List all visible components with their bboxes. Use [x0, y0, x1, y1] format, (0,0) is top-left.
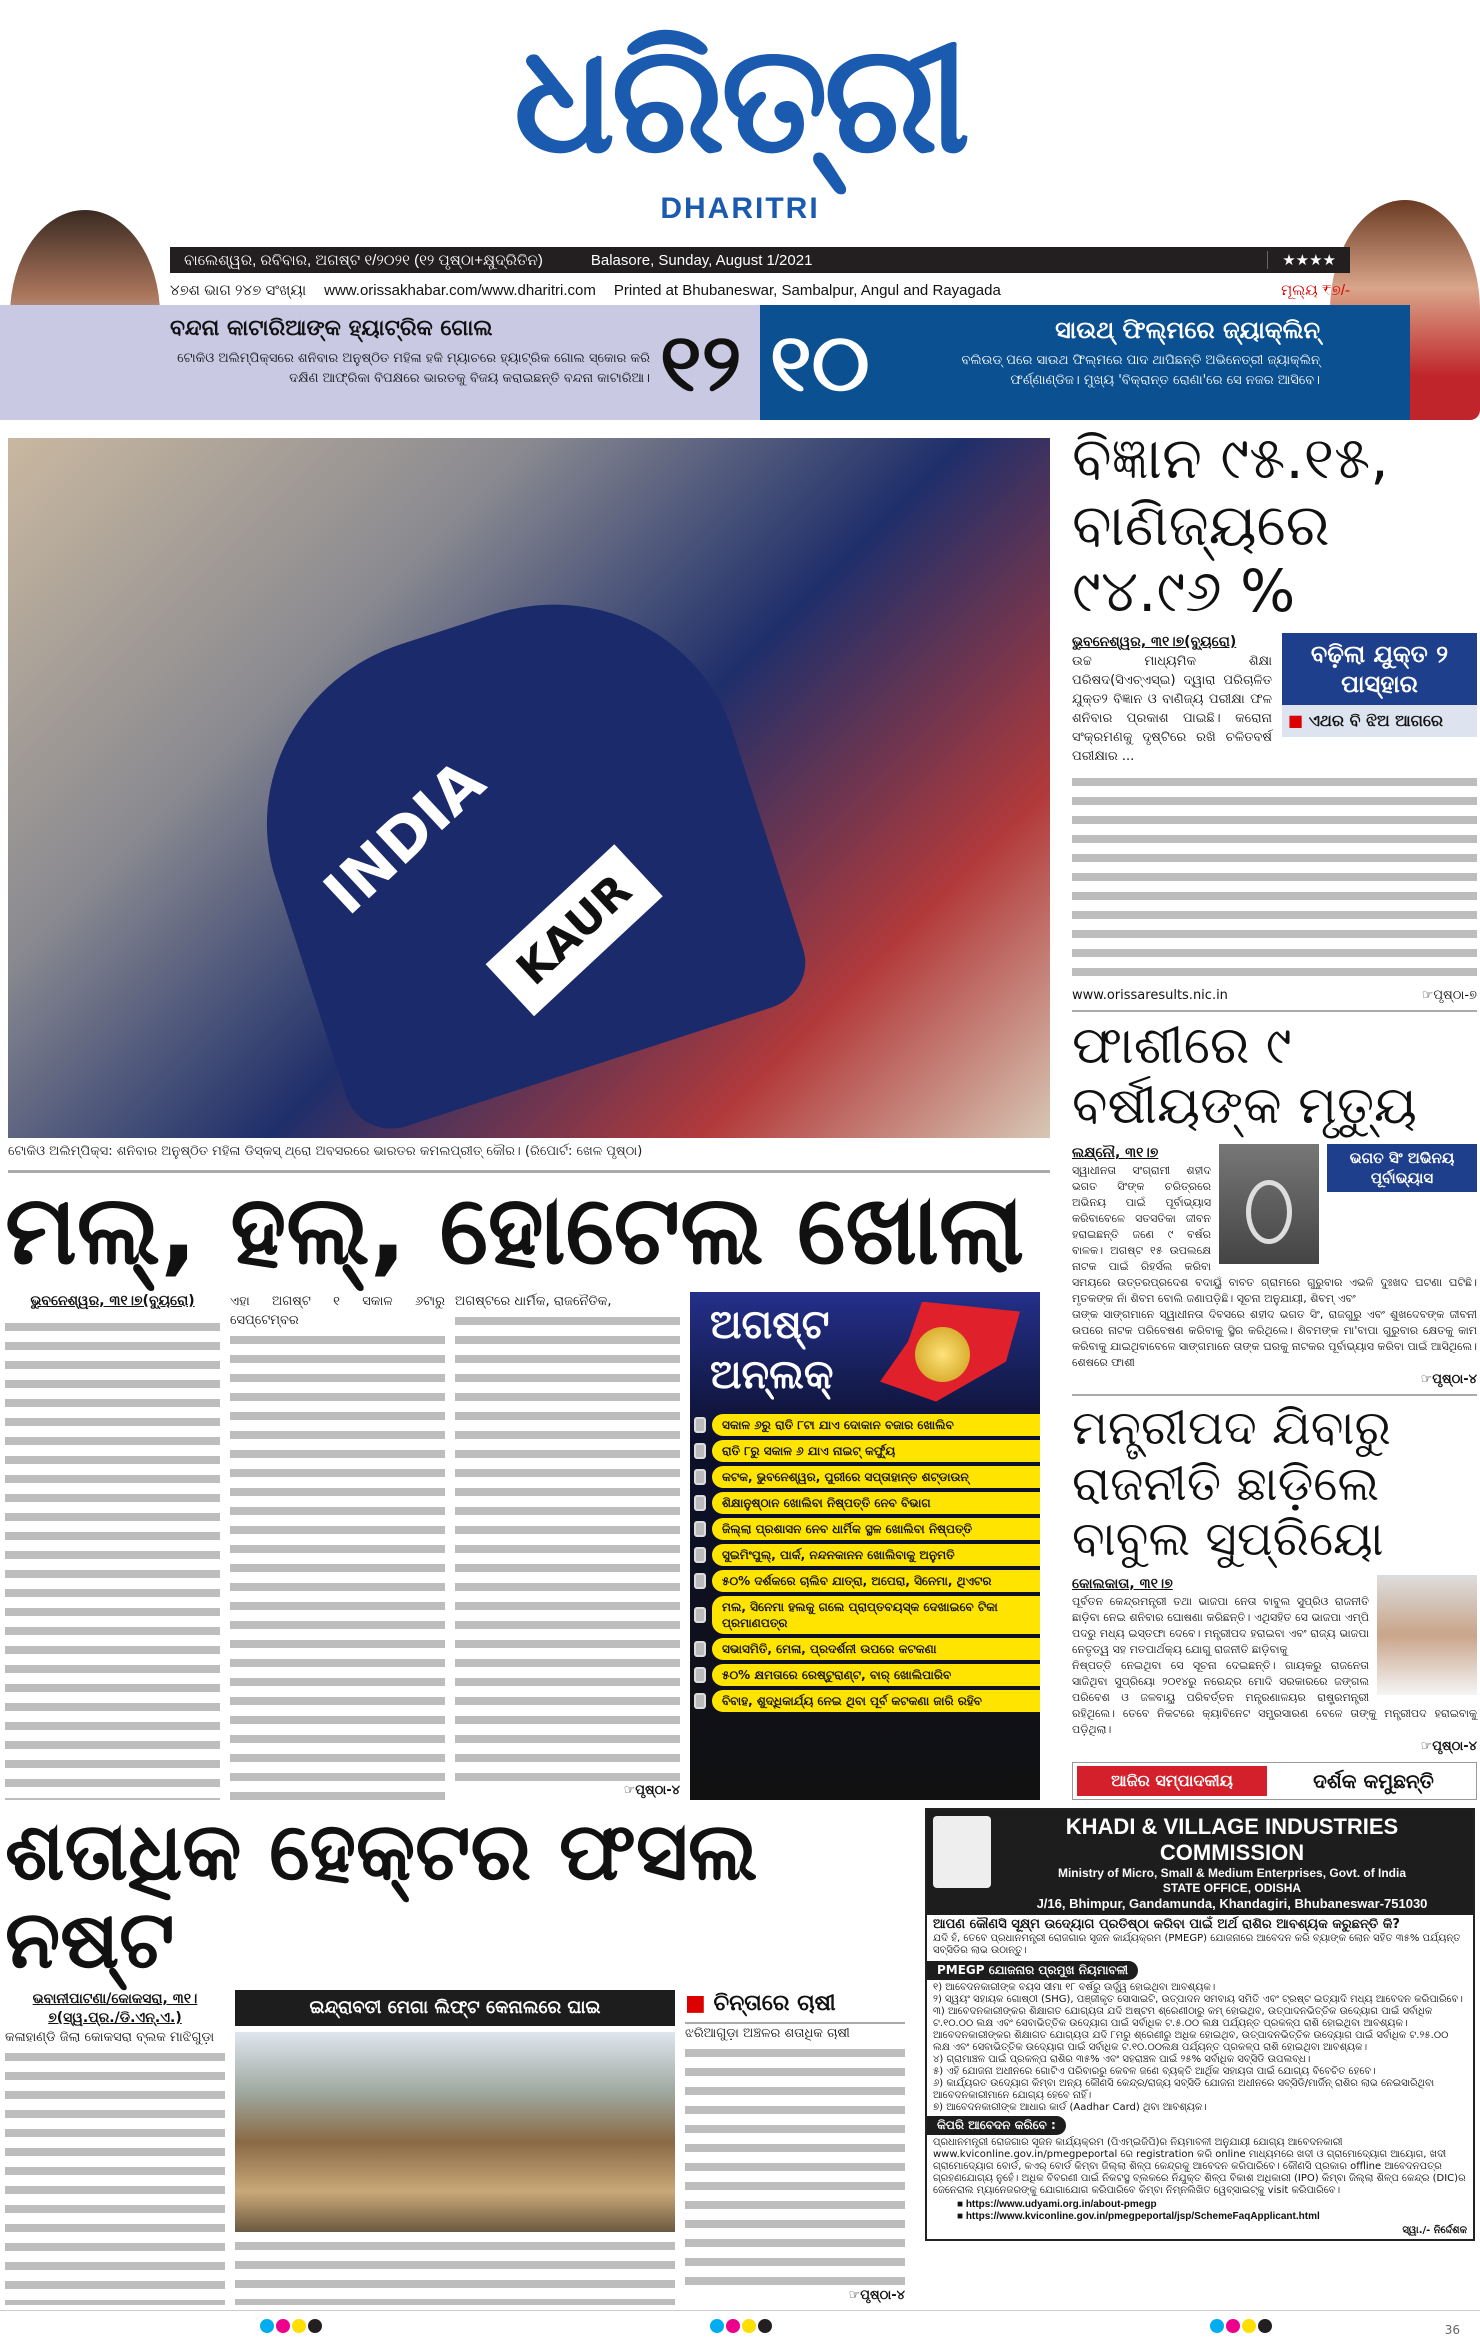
kvic-seal-logo	[933, 1816, 991, 1888]
story-noose[interactable]	[1072, 1017, 1477, 1390]
lead-dateline: ଭୁବନେଶ୍ୱର, ୩୧।୭(ବ୍ୟୁରୋ)	[30, 1292, 195, 1309]
babul-headline: ମନ୍ତ୍ରୀପଦ ଯିବାରୁ ରାଜନୀତି ଛାଡ଼ିଲେ ବାବୁଲ ସୁପ୍ରିୟୋ	[1072, 1400, 1391, 1567]
date-bar	[170, 247, 1350, 273]
noose-box: ଭଗତ ସିଂ ଅଭିନୟ ପୂର୍ବାଭ୍ୟାସ	[1327, 1144, 1477, 1192]
results-box-title: ବଢ଼ିଲା ଯୁକ୍ତ ୨ ପାସ୍‌ହାର	[1282, 633, 1477, 705]
odia-date: ବାଲେଶ୍ୱର, ରବିବାର, ଅଗଷ୍ଟ ୧/୨୦୨୧ (୧୨ ପୃଷ୍ଠା+କ୍ଷୁଦ୍ରିତିନ)	[184, 251, 543, 269]
lead-col-2	[230, 1292, 445, 1800]
lead-col-1-text	[5, 1317, 220, 1800]
banner-hockey-title: ବନ୍ଦନା କାଟାରିଆଙ୍କ ହ୍ୟାଟ୍ରିକ ଗୋଲ	[170, 316, 493, 341]
crop-photo-block	[235, 1990, 675, 2305]
kvic-rule: ୭) ଆବେଦନକାରୀଙ୍କ ଆଧାର କାର୍ଡ (Aadhar Card) ଥିବା ଆବଶ୍ୟକ।	[933, 2102, 1207, 2113]
kvic-apply-title: କିପରି ଆବେଦନ କରିବେ :	[927, 2116, 1066, 2135]
lead-col-1	[5, 1292, 220, 1800]
banner-jacqueline-title: ସାଉଥ୍ ଫିଲ୍ମରେ ଜ୍ୟାକ୍ଲିନ୍	[1055, 316, 1320, 344]
registration-dot	[1258, 2319, 1272, 2333]
unlock-item	[694, 1414, 1040, 1436]
divider	[1072, 1394, 1477, 1396]
results-dateline: ଭୁବନେଶ୍ୱର, ୩୧।୭(ବ୍ୟୁରୋ)	[1072, 634, 1237, 651]
photo-caption: ଟୋକିଓ ଅଲିମ୍ପିକ୍ସ: ଶନିବାର ଅନୁଷ୍ଠିତ ମହିଳା ଡିସ୍କସ୍ ଥ୍ରୋ ଅବସରରେ ଭାରତର କମଲପ୍ରୀତ୍ କୌର। (ରିପୋର୍ଟ: ଖେଳ ପୃଷ୍ଠା)	[8, 1144, 643, 1159]
kvic-link-udyami[interactable]: ■ https://www.udyami.org.in/about-pmegp	[957, 2199, 1157, 2210]
lock-icon	[694, 1573, 706, 1589]
kvic-rule: ୫) ଏହି ଯୋଜନା ଅଧୀନରେ ଗୋଟିଏ ପରିବାରରୁ କେବଳ ଜଣେ ବ୍ୟକ୍ତି ଆର୍ଥିକ ସହାୟତା ପାଇଁ ଯୋଗ୍ୟ ବିବେଚିତ ହେବେ।	[933, 2066, 1376, 2077]
kvic-advertisement	[925, 1808, 1475, 2241]
english-date: Balasore, Sunday, August 1/2021	[590, 251, 813, 269]
lead-col-3-text	[455, 1311, 680, 1782]
main-photo-discus-thrower	[8, 438, 1050, 1138]
crop-side-title: ■ ଚିନ୍ତାରେ ଚାଷୀ	[685, 1990, 905, 2024]
registration-dot	[308, 2319, 322, 2333]
results-headline-1: ବିଜ୍ଞାନ ୯୫.୧୫,	[1072, 424, 1389, 492]
registration-dot	[1226, 2319, 1240, 2333]
unlock-item-text: ବିବାହ, ଶୁଦ୍ଧିକାର୍ଯ୍ୟ ନେଇ ଥିବା ପୂର୍ବ କଟକଣା ଜାରି ରହିବ	[712, 1690, 1040, 1712]
crop-photo-text	[235, 2236, 675, 2305]
lead-story	[5, 1174, 1050, 1800]
kvic-rule: ୨) ସ୍ୱୟଂ ସହାୟକ ଗୋଷ୍ଠୀ (SHG), ପଞ୍ଜୀକୃତ ସୋସାଇଟି, ଉତ୍ପାଦନ ସମବାୟ ସମିତି ଏବଂ ଟ୍ରଷ୍ଟ ଇତ୍ୟାଦି ମଧ୍ୟ ଆବେଦନ କରିପାରିବେ।	[933, 1994, 1463, 2005]
registration-dot	[1210, 2319, 1224, 2333]
lock-icon	[694, 1547, 706, 1563]
noose-box-wrap	[1327, 1144, 1477, 1192]
kvic-rule: ୬) କାର୍ଯ୍ୟରତ ଉଦ୍ୟୋଗ କିମ୍ବା ଅନ୍ୟ କୌଣସି କେନ୍ଦ୍ର/ରାଜ୍ୟ ସବ୍‌ସିଡି ଯୋଜନା ଅଧୀନରେ ସବ୍‌ସିଡି/ମାର୍ଜିନ୍ ରାଶିର ଲାଭ ନେଇସାରିଥିବା ଆବେଦନକାରୀମାନେ ଯୋଗ୍ୟ ହେବେ ନାହିଁ।	[933, 2078, 1435, 2101]
crop-dateline: ଭବାନୀପାଟଣା/କୋକସରା, ୩୧।୭(ସ୍ୱ.ପ୍ର./ଡି.ଏନ୍.ଏ.)	[32, 1991, 198, 2026]
lock-icon	[694, 1443, 706, 1459]
unlock-item-text: ଶିକ୍ଷାନୁଷ୍ଠାନ ଖୋଲିବା ନିଷ୍ପତ୍ତି ନେବ ବିଭାଗ	[712, 1492, 1040, 1514]
lock-icon	[694, 1417, 706, 1433]
unlock-title-1: ଅଗଷ୍ଟ	[710, 1301, 830, 1348]
unlock-item-text: ଜିଲ୍ଲା ପ୍ରଶାସନ ନେବ ଧାର୍ମିକ ସ୍ଥଳ ଖୋଲିବା ନିଷ୍ପତ୍ତି	[712, 1518, 1040, 1540]
kvic-intro: ଯଦି ହଁ, ତେବେ ପ୍ରଧାନମନ୍ତ୍ରୀ ରୋଜଗାର ସୃଜନ କାର୍ଯ୍ୟକ୍ରମ (PMEGP) ଯୋଜନାରେ ଆବେଦନ କରି ବ୍ୟାଙ୍କ ଲୋନ ସହିତ ୩୫% ପର୍ଯ୍ୟନ୍ତ ସବ୍‌ସିଡିର ଲାଭ ଉଠାନ୍ତୁ।	[933, 1933, 1461, 1956]
results-body-text-block	[1072, 772, 1477, 987]
divider	[1072, 1010, 1477, 1012]
canal-breach-photo	[235, 2032, 675, 2232]
unlock-item-text: ସୁଇମିଂପୁଲ୍, ପାର୍କ, ନନ୍ଦନକାନନ ଖୋଲିବାକୁ ଅନୁମତି	[712, 1544, 1040, 1566]
registration-marks-right	[1210, 2318, 1274, 2337]
crop-side	[685, 1990, 905, 2305]
lock-icon	[694, 1607, 706, 1623]
unlock-title	[710, 1300, 833, 1400]
crop-col-1-text	[5, 2047, 225, 2305]
divider	[8, 1170, 1050, 1173]
lock-icon	[694, 1641, 706, 1657]
unlock-item-text: ୫୦% କ୍ଷମତାରେ ରେଷ୍ଟୁରାଣ୍ଟ, ବାର୍ ଖୋଲିପାରିବ	[712, 1664, 1040, 1686]
unlock-item	[694, 1440, 1040, 1462]
unlock-item-text: ମଲ, ସିନେମା ହଲକୁ ଗଲେ ପ୍ରାପ୍ତବୟସ୍କ ଦେଖାଇବେ ଟିକା ପ୍ରମାଣପତ୍ର	[712, 1596, 1040, 1634]
volume-number: ୪୭ଶ ଭାଗ ୨୪୭ ସଂଖ୍ୟା	[170, 281, 307, 299]
lead-headline: ମଲ୍, ହଲ୍, ହୋଟେଲ ଖୋଲା	[5, 1174, 1025, 1286]
masthead-logo-english: DHARITRI	[660, 192, 820, 225]
edition-stars: ★★★★	[1267, 251, 1350, 269]
banner-jacqueline-text: ବଲିଉଡ୍ ପରେ ସାଉଥ ଫିଲ୍ମରେ ପାଦ ଥାପିଛନ୍ତି ଅଭିନେତ୍ରୀ ଜ୍ୟାକ୍ଲିନ୍ ଫର୍ଣ୍ଣାଣ୍ଡିଜ। ମୁଖ୍ୟ 'ବିକ୍ରାନ୍ତ ରୋଣା'ରେ ସେ ନଜର ଆସିବେ।	[961, 353, 1320, 388]
crop-jump[interactable]: ☞ପୃଷ୍ଠା-୪	[848, 2288, 905, 2303]
unlock-item	[694, 1466, 1040, 1488]
unlock-item	[694, 1664, 1040, 1686]
kvic-rule: ୩) ଆବେଦନକାରୀଙ୍କର ଶିକ୍ଷାଗତ ଯୋଗ୍ୟତା ଯଦି ଅଷ୍ଟମ ଶ୍ରେଣୀଠାରୁ କମ୍ ହୋଇଥିବ, ଉତ୍ପାଦନଭିତ୍ତିକ ଉଦ୍ୟୋଗ ପାଇଁ ସର୍ବାଧିକ ଟ.୧୦.୦୦ ଲକ୍ଷ ଏବଂ ସେବାଭିତ୍ତିକ ଉଦ୍ୟୋଗ ପାଇଁ ସର୍ବାଧିକ ଟ.୫.୦୦ ଲକ୍ଷ ପର୍ଯ୍ୟନ୍ତ ପ୍ରକଳ୍ପ ରାଶି ହୋଇଥିବା ଆବଶ୍ୟକ। ଆବେଦନକାରୀଙ୍କର ଶିକ୍ଷାଗତ ଯୋଗ୍ୟତା ଯଦି ୮ମରୁ ଶ୍ରେଣୀରୁ ଅଧିକ ହୋଇଥିବ, ଉତ୍ପାଦନଭିତ୍ତିକ ଉଦ୍ୟୋଗ ପାଇଁ ସର୍ବାଧିକ ଟ.୨୫.୦୦ ଲକ୍ଷ ଏବଂ ସେବାଭିତ୍ତିକ ଉଦ୍ୟୋଗ ପାଇଁ ସର୍ବାଧିକ ଟ.୧୦.୦୦ଲକ୍ଷ ପର୍ଯ୍ୟନ୍ତ ପ୍ରକଳ୍ପ ରାଶି ହୋଇଥିବା ଆବଶ୍ୟକ।	[933, 2006, 1449, 2053]
printed-at: Printed at Bhubaneswar, Sambalpur, Angul and Rayagada	[613, 281, 1001, 299]
unlock-item	[694, 1518, 1040, 1540]
registration-dot	[726, 2319, 740, 2333]
results-jump[interactable]: ☞ପୃଷ୍ଠା-୭	[1421, 987, 1477, 1003]
footer	[0, 2310, 1480, 2339]
noose-headline: ଫାଶୀରେ ୯ ବର୍ଷୀୟଙ୍କ ମୃତ୍ୟୁ	[1072, 1015, 1417, 1136]
unlock-item	[694, 1544, 1040, 1566]
unlock-item-text: ୫୦% ଦର୍ଶକରେ ଚାଲିବ ଯାତ୍ରା, ଅପେରା, ସିନେମା, ଥିଏଟର	[712, 1570, 1040, 1592]
kvic-link-udyami-text[interactable]: https://www.udyami.org.in/about-pmegp	[965, 2199, 1157, 2210]
unlock-item	[694, 1690, 1040, 1712]
registration-dot	[758, 2319, 772, 2333]
editorial-title: ଦର୍ଶକ କମୁଛନ୍ତି	[1313, 1769, 1434, 1793]
registration-dot	[710, 2319, 724, 2333]
lead-col-2-text	[230, 1330, 445, 1800]
page-number: 36	[1444, 2323, 1460, 2337]
banner-jacqueline[interactable]	[760, 305, 1410, 420]
noose-icon	[1246, 1180, 1292, 1244]
kvic-link-faq-text[interactable]: https://www.kviconline.gov.in/pmegpeportal/jsp/SchemeFaqApplicant.html	[965, 2211, 1320, 2222]
results-website[interactable]: www.orissaresults.nic.in	[1072, 987, 1228, 1003]
unlock-list	[690, 1414, 1040, 1712]
unlock-item	[694, 1596, 1040, 1634]
results-headline-2: ବାଣିଜ୍ୟରେ ୯୪.୯୬ %	[1072, 490, 1330, 626]
unlock-item	[694, 1638, 1040, 1660]
kvic-title: KHADI & VILLAGE INDUSTRIES COMMISSION	[1065, 1814, 1399, 1865]
babul-dateline: କୋଲକାତା, ୩୧।୭	[1072, 1576, 1173, 1592]
kvic-rule: ୧) ଆବେଦନକାରୀଙ୍କ ବୟସ ସୀମା ୧୮ ବର୍ଷରୁ ଊର୍ଦ୍ଧ୍ୱ ହୋଇଥିବା ଆବଶ୍ୟକ।	[933, 1982, 1216, 1993]
athlete-jersey	[219, 555, 818, 1138]
kvic-rules-title: PMEGP ଯୋଜନାର ପ୍ରମୁଖ ନିୟମାବଳୀ	[927, 1961, 1138, 1980]
right-column	[1072, 425, 1477, 1800]
lock-icon	[694, 1693, 706, 1709]
unlock-title-2: ଅନ୍‌ଲକ୍	[710, 1351, 834, 1398]
crop-side-title-text: ଚିନ୍ତାରେ ଚାଷୀ	[713, 1991, 836, 2016]
registration-dot	[276, 2319, 290, 2333]
story-results[interactable]	[1072, 425, 1477, 1005]
kvic-signature: ସ୍ୱା./- ନିର୍ଦ୍ଦେଶକ	[1402, 2225, 1467, 2236]
kvic-apply-text: ପ୍ରଧାନମନ୍ତ୍ରୀ ରୋଜଗାର ସୃଜନ କାର୍ଯ୍ୟକ୍ରମ (ପିଏମ୍‌ଇଜିପି)ର ନିୟମାବଳୀ ଅନୁଯାୟୀ ଯୋଗ୍ୟ ଆବେଦନକାରୀ www.kviconline.gov.in/pmegpeportal ରେ registration କରି online ମାଧ୍ୟମରେ ଖଦୀ ଓ ଗ୍ରାମୋଦ୍ୟୋଗ ଆୟୋଗ, ଖଦୀ ଗ୍ରାମୋଦ୍ୟୋଗ ବୋର୍ଡ, କଏର୍ ବୋର୍ଡ କିମ୍ବା ଜିଲ୍ଲା ଶିଳ୍ପ କେନ୍ଦ୍ରକୁ ଆବେଦନ କରିପାରିବେ। କୌଣସି ପ୍ରକାର offline ଆବେଦନପତ୍ର ଗ୍ରହଣଯୋଗ୍ୟ ନୁହେଁ। ଅଧିକ ବିବରଣୀ ପାଇଁ ନିକଟସ୍ଥ ବ୍ଲକରେ ନିଯୁକ୍ତ ଶିଳ୍ପ ବିକାଶ ଅଧିକାରୀ (IPO) କିମ୍ବା ଜିଲ୍ଲା ଶିଳ୍ପ କେନ୍ଦ୍ର (DIC)ର ଜେନେରାଲ ମ୍ୟାନେଜରଙ୍କୁ ଯୋଗାଯୋଗ କରିପାରିବେ କିମ୍ବା ନିମ୍ନଲିଖିତ ୱେବ୍‌ସାଇଟ୍‌କୁ visit କରିପାରିବେ।	[933, 2137, 1466, 2196]
registration-marks-center	[710, 2318, 774, 2337]
crop-col-1-start: କଳାହାଣ୍ଡି ଜିଲା କୋକସରା ବ୍ଲକ ମାଝିଗୁଡ଼ା	[5, 2030, 215, 2045]
crop-side-start: ଝରିଆଗୁଡ଼ା ଅଞ୍ଚଳର ଶତାଧିକ ଚାଷୀ	[685, 2026, 850, 2041]
kvic-question: ଆପଣ କୌଣସି ସୂକ୍ଷ୍ମ ଉଦ୍ୟୋଗ ପ୍ରତିଷ୍ଠା କରିବା ପାଇଁ ଅର୍ଥ ରାଶିର ଆବଶ୍ୟକ କରୁଛନ୍ତି କି?	[933, 1917, 1400, 1932]
noose-body-2: ତାଙ୍କ ସାଙ୍ଗମାନେ ସ୍ୱାଧୀନତା ଦିବସରେ ଶହୀଦ ଭଗତ ସିଂ, ରାଜଗୁରୁ ଏବଂ ଶୁଖଦେବଙ୍କ ଜୀବନୀ ଉପରେ ନାଟକ ପରିବେଷଣ କରିବାକୁ ସ୍ଥିର କରିଥିଲେ। ଶିବମଙ୍କ ମା'ବାପା ଗୁରୁବାର କ୍ଷେତକୁ କାମ କରିବାକୁ ଯାଇଥିବାବେଳେ ସାଙ୍ଗମାନେ ତାଙ୍କ ଘରକୁ ନାଟକର ପୂର୍ବାଭ୍ୟାସ କରିବା ପାଇଁ ଆସିଥିଲେ। ଶେଷରେ ଫାଶୀ	[1072, 1308, 1477, 1370]
results-box-sub-text: ଏଥର ବି ଝିଅ ଆଗରେ	[1308, 711, 1444, 731]
unlock-item-text: କଟକ, ଭୁବନେଶ୍ୱର, ପୁରୀରେ ସପ୍ତାହାନ୍ତ ଶଟ୍‌ଡାଉନ୍	[712, 1466, 1040, 1488]
august-unlock-box	[690, 1292, 1040, 1800]
babul-body-2: ନିଷ୍ପତ୍ତି ନେଇଥିବା ସେ ସୂଚନା ଦେଇଛନ୍ତି। ଗାୟକରୁ ରାଜନେତା ସାଜିଥିବା ସୁପ୍ରିୟୋ ୨୦୧୪ରୁ ନରେନ୍ଦ୍ର ମୋଦି ସରକାରରେ ଜଙ୍ଗଲ ପରିବେଶ ଓ ଜଳବାୟୁ ପରିବର୍ତ୍ତନ ମନ୍ତ୍ରଣାଳୟର ରାଷ୍ଟ୍ରମନ୍ତ୍ରୀ ରହିଥିଲେ। ତେବେ ନିକଟରେ କ୍ୟାବିନେଟ ସମ୍ପ୍ରସାରଣ ବେଳେ ତାଙ୍କୁ ମନ୍ତ୍ରୀପଦ ହରାଇବାକୁ ପଡ଼ିଥିଲା।	[1072, 1659, 1477, 1736]
price: ମୂଲ୍ୟ ₹୭/-	[1281, 281, 1350, 299]
editorial-bar[interactable]	[1072, 1762, 1477, 1800]
unlock-item-text: ରାତି ୮ରୁ ସକାଳ ୬ ଯାଏ ନାଇଟ୍ କର୍ଫ୍ୟୁ	[712, 1440, 1040, 1462]
babul-photo	[1377, 1575, 1477, 1695]
kvic-rule: ୪) ଗ୍ରାମାଞ୍ଚଳ ପାଇଁ ପ୍ରକଳ୍ପ ରାଶିର ୩୫% ଏବଂ ସହରାଞ୍ଚଳ ପାଇଁ ୨୫% ସର୍ବାଧିକ ସବ୍‌ସିଡି ଉପଲବ୍ଧ।	[933, 2054, 1311, 2065]
lead-col-3-start: ଅଗଷ୍ଟରେ ଧାର୍ମିକ, ରାଜନୈତିକ,	[455, 1293, 612, 1309]
crop-col-1	[5, 1990, 225, 2305]
crop-story	[5, 1805, 915, 2305]
story-babul[interactable]	[1072, 1401, 1477, 1756]
bib-text: KAUR	[486, 844, 663, 1016]
banner-jacqueline-page: ୧୦	[770, 316, 870, 409]
lead-row	[5, 1292, 1050, 1800]
registration-dot	[292, 2319, 306, 2333]
registration-dot	[742, 2319, 756, 2333]
banner-hockey-text: ଟୋକିଓ ଅଲିମ୍ପିକ୍ସରେ ଶନିବାର ଅନୁଷ୍ଠିତ ମହିଳା ହକି ମ୍ୟାଚରେ ହ୍ୟାଟ୍ରିକ ଗୋଲ ସ୍କୋର କରି ଦକ୍ଷିଣ ଆଫ୍ରିକା ବିପକ୍ଷରେ ଭାରତକୁ ବିଜୟ କରାଇଛନ୍ତି ବନ୍ଦନା କାଟାରିଆ।	[177, 351, 650, 386]
noose-jump[interactable]: ☞ପୃଷ୍ଠା-୪	[1420, 1372, 1477, 1388]
noose-photo	[1219, 1144, 1319, 1264]
lead-col-2-start: ଏହା ଅଗଷ୍ଟ ୧ ସକାଳ ୬ଟାରୁ ସେପ୍ଟେମ୍ବର	[230, 1293, 445, 1328]
crop-headline: ଶତାଧିକ ହେକ୍ଟର ଫସଲ ନଷ୍ଟ	[5, 1805, 758, 1986]
lead-jump[interactable]: ☞ପୃଷ୍ଠା-୪	[623, 1783, 680, 1798]
banner-hockey[interactable]	[0, 305, 760, 420]
banner-hockey-page: ୧୨	[660, 316, 742, 409]
kvic-address: J/16, Bhimpur, Gandamunda, Khandagiri, Bhubaneswar-751030	[1036, 1896, 1428, 1911]
kvic-ministry: Ministry of Micro, Small & Medium Enterprises, Govt. of India	[1057, 1866, 1407, 1880]
unlock-item-text: ସକାଳ ୬ରୁ ରାତି ୮ଟା ଯାଏ ଦୋକାନ ବଜାର ଖୋଲିବ	[712, 1414, 1040, 1436]
kvic-header	[927, 1810, 1473, 1915]
lead-col-3	[455, 1292, 680, 1800]
lock-icon	[694, 1495, 706, 1511]
editorial-label: ଆଜିର ସମ୍ପାଦକୀୟ	[1077, 1766, 1267, 1796]
unlock-item-text: ସଭାସମିତି, ମେଳା, ପ୍ରଦର୍ଶନୀ ଉପରେ କଟକଣା	[712, 1638, 1040, 1660]
noose-body-1: ସ୍ୱାଧୀନତା ସଂଗ୍ରାମୀ ଶହୀଦ ଭଗତ ସିଂଙ୍କ ଚରିତ୍ରରେ ଅଭିନୟ ପାଇଁ ପୂର୍ବାଭ୍ୟାସ କରିବାବେଳେ ସତସତିକା ଜୀବନ ହରାଇଛନ୍ତି ଜଣେ ୯ ବର୍ଷର ବାଳକ। ଅଗଷ୍ଟ ୧୫ ଉପଲକ୍ଷେ ନାଟକ ପାଇଁ ରିହର୍ସଲ କରିବା ସମୟରେ ଉତ୍ତରପ୍ରଦେଶ ବଦାୟୁଁ ବାବତ ଗ୍ରାମରେ ଗୁରୁବାର ଏଭଳି ଦୁଃଖଦ ଘଟଣା ଘଟିଛି। ମୃତକଙ୍କ ନାଁ ଶିବମ ବୋଲି ଜଣାପଡ଼ିଛି। ସୂଚନା ଅନୁଯାୟୀ, ଶିବମ୍ ଏବଂ	[1072, 1164, 1477, 1306]
results-box-sub: ■ ଏଥର ବି ଝିଅ ଆଗରେ	[1282, 705, 1477, 737]
website-link[interactable]: www.orissakhabar.com/www.dharitri.com	[324, 281, 596, 299]
registration-dot	[260, 2319, 274, 2333]
registration-dot	[1242, 2319, 1256, 2333]
lock-icon	[694, 1469, 706, 1485]
babul-jump[interactable]: ☞ପୃଷ୍ଠା-୪	[1420, 1739, 1477, 1754]
results-body: ଉଚ୍ଚ ମାଧ୍ୟମିକ ଶିକ୍ଷା ପରିଷଦ(ସିଏଚ୍ଏସ୍ଇ) ଦ୍ୱାରା ପରିଚାଳିତ ଯୁକ୍ତ୨ ବିଜ୍ଞାନ ଓ ବାଣିଜ୍ୟ ପରୀକ୍ଷା ଫଳ ଶନିବାର ପ୍ରକାଶ ପାଇଛି। କରୋନା ସଂକ୍ରମଣକୁ ଦୃଷ୍ଟିରେ ରଖି ଚଳିତବର୍ଷ ପରୀକ୍ଷାର ...	[1072, 654, 1272, 765]
lock-icon	[694, 1667, 706, 1683]
unlock-item	[694, 1492, 1040, 1514]
crop-photo-title: ଇନ୍ଦ୍ରାବତୀ ମେଗା ଲିଫ୍ଟ କେନାଲରେ ଘାଇ	[235, 1990, 675, 2026]
crop-side-text	[685, 2043, 905, 2287]
kvic-link-faq[interactable]: ■ https://www.kviconline.gov.in/pmegpeportal/jsp/SchemeFaqApplicant.html	[957, 2211, 1320, 2222]
babul-body-1: ପୂର୍ବତନ କେନ୍ଦ୍ରମନ୍ତ୍ରୀ ତଥା ଭାଜପା ନେତା ବାବୁଲ ସୁପ୍ରିଓ ରାଜନୀତି ଛାଡ଼ିବା ନେଇ ଶନିବାର ଘୋଷଣା କରିଛନ୍ତି। ଏଥିସହିତ ସେ ଭାଜପା ଏମ୍‌ପି ପଦରୁ ମଧ୍ୟ ଇସ୍ତଫା ଦେବେ। ମନ୍ତ୍ରୀପଦ ହରାଇବା ଏବଂ ରାଜ୍ୟ ଭାଜପା ନେତୃତ୍ୱ ସହ ମତପାର୍ଥକ୍ୟ ଯୋଗୁ ରାଜନୀତି ଛାଡ଼ିବାକୁ	[1072, 1595, 1369, 1656]
info-bar	[170, 277, 1350, 303]
registration-marks-left	[260, 2318, 324, 2337]
lock-icon	[694, 1521, 706, 1537]
kvic-office: STATE OFFICE, ODISHA	[1162, 1881, 1302, 1895]
noose-dateline: ଲକ୍ଷ୍ନୌ, ୩୧।୭	[1072, 1145, 1159, 1162]
jersey-text: INDIA	[311, 746, 499, 929]
unlock-item	[694, 1570, 1040, 1592]
padlock-icon	[915, 1327, 970, 1382]
kvic-rules	[927, 1982, 1473, 2114]
masthead-logo: ଧରିତ୍ରୀ	[513, 13, 967, 187]
